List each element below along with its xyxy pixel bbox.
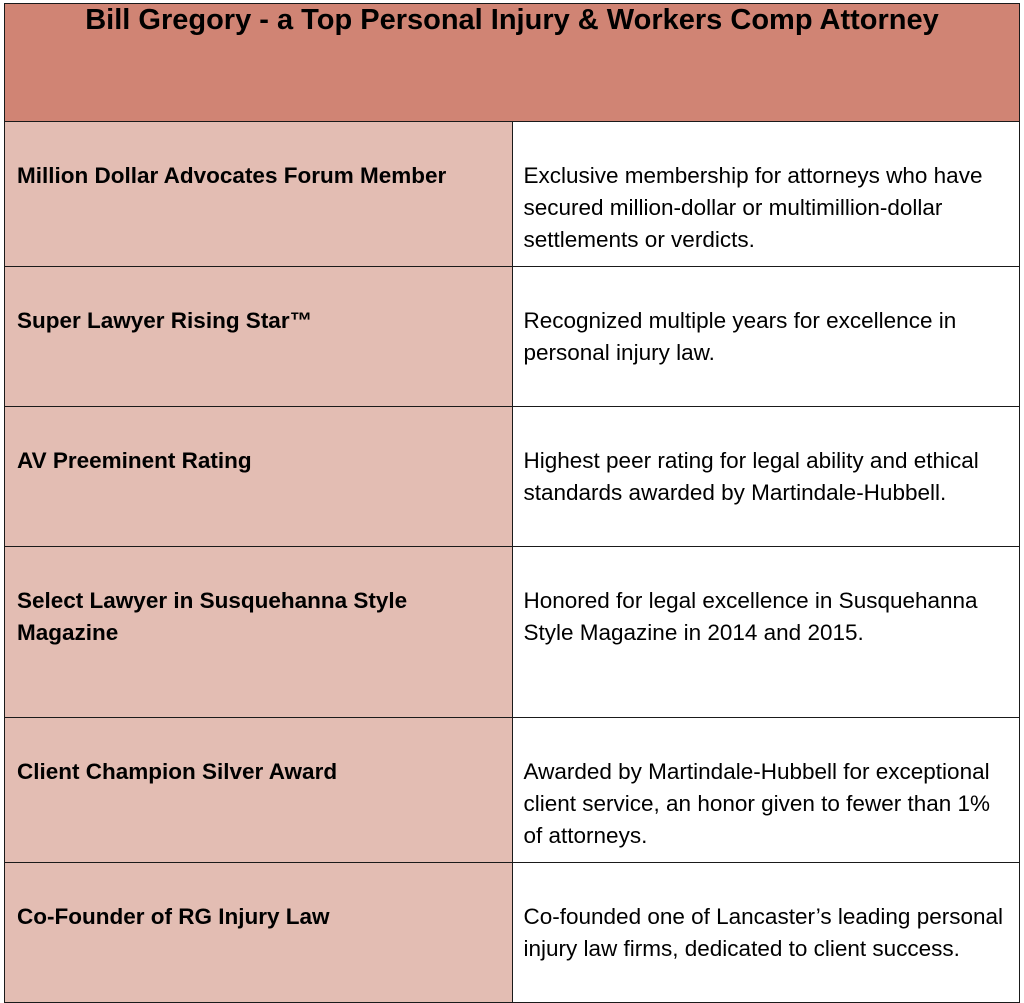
award-description-cell: Co-founded one of Lancaster’s leading personal injury law firms, dedicated to client success. xyxy=(512,863,1020,1003)
table-header-row xyxy=(5,4,1020,122)
award-description-cell: Highest peer rating for legal ability and ethical standards awarded by Martindale-Hubbell. xyxy=(512,407,1020,547)
award-description-cell: Exclusive membership for attorneys who have secured million-dollar or multimillion-dollar settlements or verdicts. xyxy=(512,122,1020,267)
award-name-cell: Client Champion Silver Award xyxy=(5,718,513,863)
award-description-cell: Honored for legal excellence in Susquehanna Style Magazine in 2014 and 2015. xyxy=(512,547,1020,718)
table-row xyxy=(5,122,1020,267)
award-name-cell: AV Preeminent Rating xyxy=(5,407,513,547)
table-title: Bill Gregory - a Top Personal Injury & Workers Comp Attorney xyxy=(5,4,1020,122)
award-description-cell: Awarded by Martindale-Hubbell for exceptional client service, an honor given to fewer than 1% of attorneys. xyxy=(512,718,1020,863)
award-description-cell: Recognized multiple years for excellence in personal injury law. xyxy=(512,267,1020,407)
table-row xyxy=(5,718,1020,863)
awards-table-container xyxy=(4,3,1020,991)
table-row xyxy=(5,267,1020,407)
award-name-cell: Million Dollar Advocates Forum Member xyxy=(5,122,513,267)
award-name-cell: Co-Founder of RG Injury Law xyxy=(5,863,513,1003)
table-row xyxy=(5,863,1020,1003)
table-row xyxy=(5,547,1020,718)
table-row xyxy=(5,407,1020,547)
award-name-cell: Select Lawyer in Susquehanna Style Magazine xyxy=(5,547,513,718)
award-name-cell: Super Lawyer Rising Star™ xyxy=(5,267,513,407)
awards-table xyxy=(4,3,1020,1003)
